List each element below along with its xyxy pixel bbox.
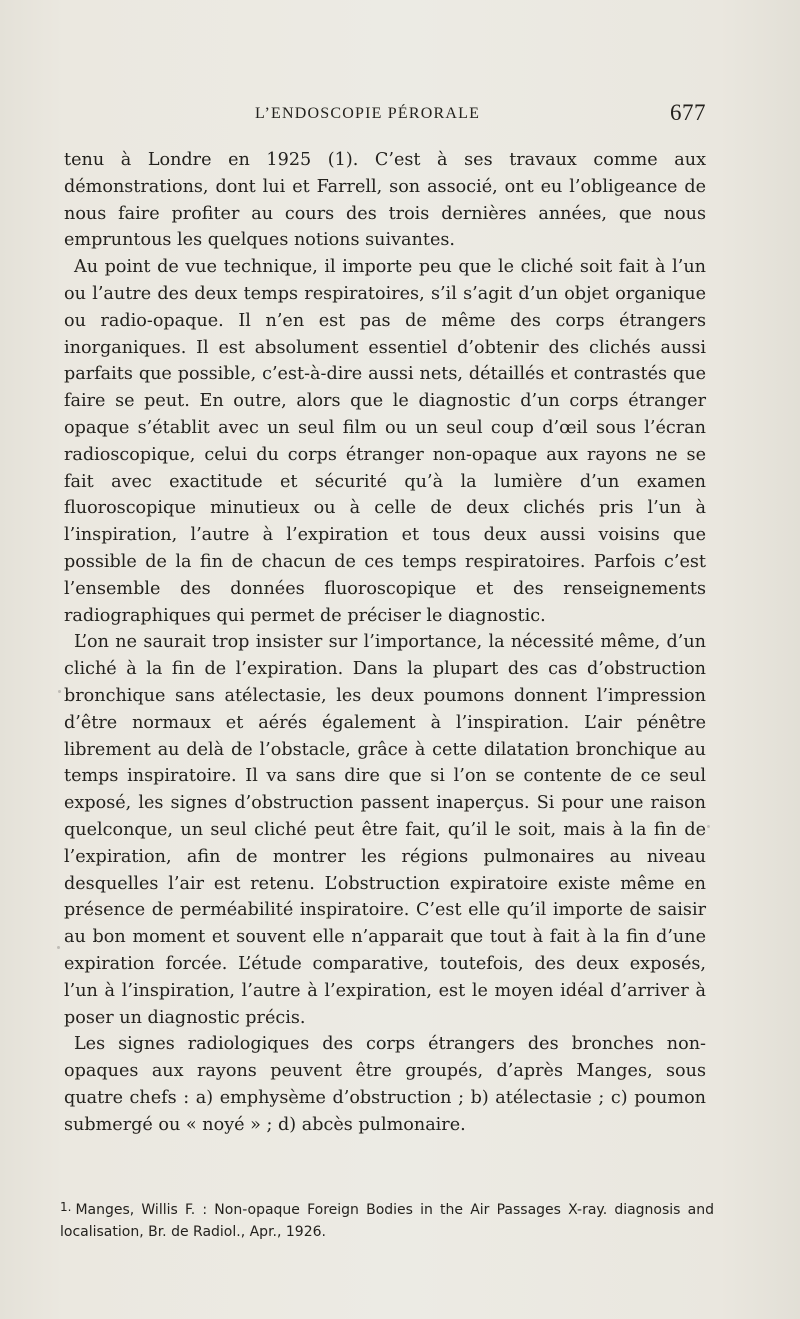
paragraph-4: Les signes radiologiques des corps étrangers des bronches non-opaques aux rayons peuvent être groupés, d’après Manges, sous quatre chefs : a) emphysème d’obstruction ; b) atélectasie ; c) poumon submergé ou « noyé » ; d) abcès pulmonaire. bbox=[64, 1034, 706, 1135]
page-header bbox=[255, 100, 706, 134]
paper-speck bbox=[57, 946, 60, 949]
running-title: L’ENDOSCOPIE PÉRORALE bbox=[255, 105, 481, 122]
footnote bbox=[60, 1196, 714, 1243]
paragraph-3: L’on ne saurait trop insister sur l’importance, la nécessité même, d’un cliché à la fin de l’expiration. Dans la plupart des cas d’obstruction bronchique sans atélectasie, les deux poumons donnent l’impression d’être normaux et aérés également à l’inspiration. L’air pénêtre librement au delà de l’obstacle, grâce à cette dilatation bronchique au temps inspiratoire. Il va sans dire que si l’on se contente de ce seul exposé, les signes d’obstruction passent inaperçus. Si pour une raison quelconque, un seul cliché peut être fait, qu’il le soit, mais à la fin de l’expiration, afin de montrer les régions pulmonaires au niveau desquelles l’air est retenu. L’obstruction expiratoire existe même en présence de perméabilité inspiratoire. C’est elle qu’il importe de saisir au bon moment et souvent elle n’apparait que tout à fait à la fin d’une expiration forcée. L’étude comparative, toutefois, des deux exposés, l’un à l’inspiration, l’autre à l’expiration, est le moyen idéal d’arriver à poser un diagnostic précis. bbox=[64, 632, 706, 1028]
paragraph-2: Au point de vue technique, il importe peu que le cliché soit fait à l’un ou l’autre des deux temps respiratoires, s’il s’agit d’un objet organique ou radio-opaque. Il n’en est pas de même des corps étrangers inorganiques. Il est absolument essentiel d’obtenir des clichés aussi parfaits que possible, c’est-à-dire aussi nets, détaillés et contrastés que faire se peut. En outre, alors que le diagnostic d’un corps étranger opaque s’établit avec un seul film ou un seul coup d’œil sous l’écran radioscopique, celui du corps étranger non-opaque aux rayons ne se fait avec exactitude et sécurité qu’à la lumière d’un examen fluoroscopique minutieux ou à celle de deux clichés pris l’un à l’inspiration, l’autre à l’expiration et tous deux aussi voisins que possible de la fin de chacun de ces temps respiratoires. Parfois c’est l’ensemble des données fluoroscopique et des renseignements radiographiques qui permet de préciser le diagnostic. bbox=[64, 257, 706, 626]
footnote-text: Manges, Willis F. : Non-opaque Foreign Bodies in the Air Passages X-ray. diagnosis and localisation, Br. de Radiol., Apr., 1926. bbox=[60, 1202, 714, 1240]
paragraph-1: tenu à Londre en 1925 (1). C’est à ses travaux comme aux démonstrations, dont lui et Farrell, son associé, ont eu l’obligeance de nous faire profiter au cours des trois dernières années, que nous empruntous les quelques notions suivantes. bbox=[64, 150, 706, 251]
main-text bbox=[64, 147, 706, 1167]
page-number: 677 bbox=[670, 100, 706, 125]
footnote-mark: 1. bbox=[60, 1200, 72, 1214]
paper-speck bbox=[707, 825, 710, 828]
paper-speck bbox=[58, 690, 61, 693]
